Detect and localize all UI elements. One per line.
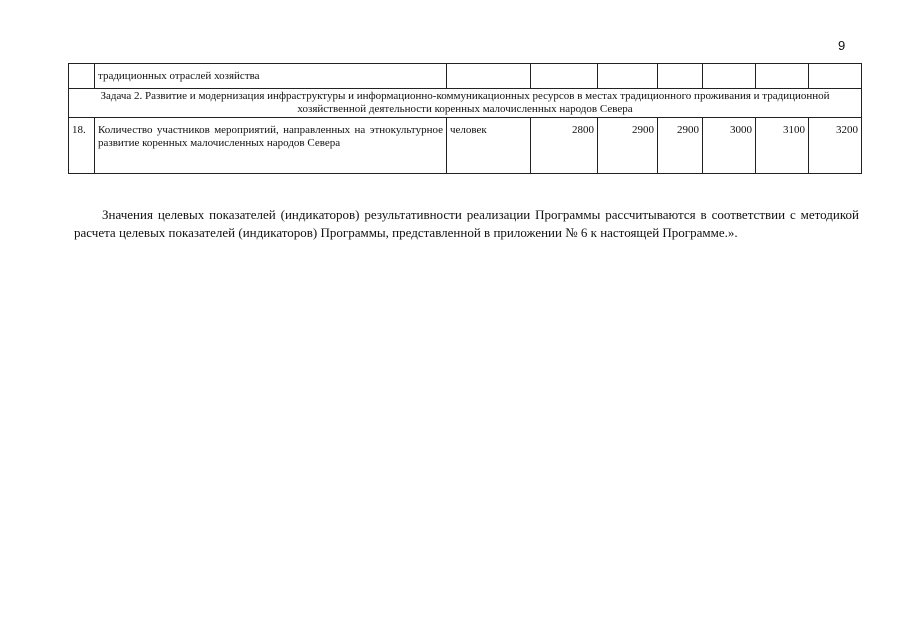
cell-value <box>703 64 756 89</box>
cell-value: 3000 <box>703 118 756 174</box>
cell-value <box>598 64 658 89</box>
cell-value <box>756 64 809 89</box>
task-2-heading: Задача 2. Развитие и модернизация инфраструктуры и информационно-коммуникационных ресурсов в местах традиционного проживания и традиционной хозяйственной деятельности коренных малочисленных народов Севера <box>69 89 862 118</box>
cell-value: 3200 <box>809 118 862 174</box>
indicators-table <box>68 63 862 174</box>
cell-indicator-name: Количество участников мероприятий, направленных на этнокультурное развитие коренных малочисленных народов Севера <box>95 118 447 174</box>
cell-value: 2900 <box>598 118 658 174</box>
table-row-task-2 <box>69 89 862 118</box>
cell-value: 3100 <box>756 118 809 174</box>
table-row-continued <box>69 64 862 89</box>
footnote-paragraph: Значения целевых показателей (индикаторов) результативности реализации Программы рассчитываются в соответствии с методикой расчета целевых показателей (индикаторов) Программы, представленной в приложении № 6 к настоящей Программе.». <box>74 207 859 240</box>
cell-indicator-name: традиционных отраслей хозяйства <box>95 64 447 89</box>
cell-value: 2800 <box>531 118 598 174</box>
cell-value <box>531 64 598 89</box>
cell-unit: человек <box>447 118 531 174</box>
cell-number <box>69 64 95 89</box>
cell-unit <box>447 64 531 89</box>
cell-value: 2900 <box>658 118 703 174</box>
cell-value <box>658 64 703 89</box>
page-number: 9 <box>838 38 846 53</box>
cell-number: 18. <box>69 118 95 174</box>
table-row-18 <box>69 118 862 174</box>
cell-value <box>809 64 862 89</box>
